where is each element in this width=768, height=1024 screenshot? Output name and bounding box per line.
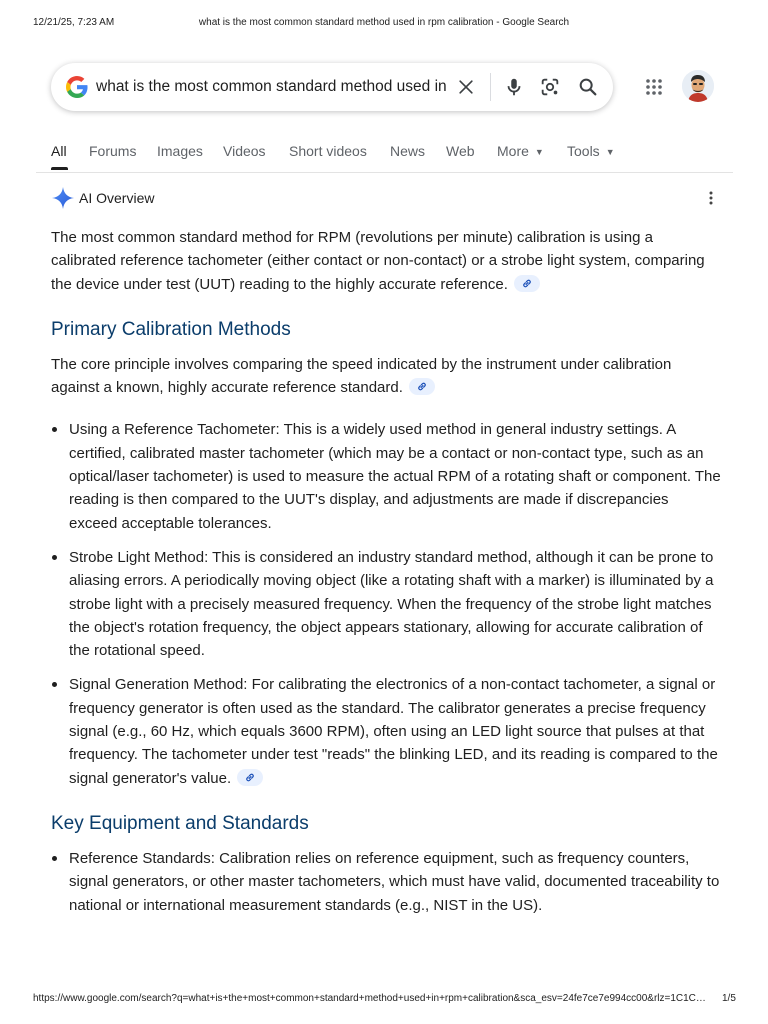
print-url: https://www.google.com/search?q=what+is+the+most+common+standard+method+used+in+rpm+calibration&sca_esv=24fe7ce7e994cc00&rlz=1C1C… [33,993,706,1004]
print-datetime: 12/21/25, 7:23 AM [33,17,115,28]
tabs-divider [36,172,733,173]
tab-tools-label: Tools [567,143,600,159]
intro-text: The most common standard method for RPM (revolutions per minute) calibration is using a calibrated reference tachometer (either contact or non-contact) or a strobe light system, comparing the device under test (UUT) reading to the highly accurate reference. [51,229,705,293]
avatar-image [682,70,714,102]
tab-tools[interactable] [567,143,615,159]
tab-more-label: More [497,143,529,159]
section-paragraph [51,353,721,400]
close-icon[interactable] [456,77,476,97]
list-item: Reference Standards: Calibration relies on reference equipment, such as frequency counters, signal generators, or other master tachometers, which must have valid, documented traceability to national or international measurement standards (e.g., NIST in the US). [51,847,721,917]
caret-down-icon: ▼ [534,147,544,157]
print-footer [0,993,768,1007]
more-vert-icon[interactable] [703,190,719,206]
list-item-text: Signal Generation Method: For calibrating the electronics of a non-contact tachometer, a signal or frequency generator is often used as the standard. The calibrator generates a precise frequency signal (e.g., 60 Hz, which equals 3600 RPM), often using an LED light source that pulses at that frequency. The tachometer under test "reads" the blinking LED, and its reading is compared to the signal generator's value. [69,676,718,787]
equipment-list [51,847,721,917]
apps-grid-icon[interactable] [644,77,664,97]
search-box[interactable] [51,63,613,111]
tab-forums[interactable]: Forums [89,143,137,159]
tab-more[interactable] [497,143,544,159]
link-icon [521,278,533,289]
section-heading: Key Equipment and Standards [51,812,309,834]
source-link-chip[interactable] [514,275,540,292]
section-heading: Primary Calibration Methods [51,318,291,340]
print-header [0,17,768,31]
search-input[interactable]: what is the most common standard method used in [96,78,447,95]
google-g-icon [66,76,88,98]
search-divider [490,73,491,101]
source-link-chip[interactable] [237,769,263,786]
print-page-number: 1/5 [722,993,736,1004]
methods-list [51,418,721,789]
list-item: Using a Reference Tachometer: This is a widely used method in general industry settings. A certified, calibrated master tachometer (which may be a contact or non-contact type, such as an optical/laser tachometer) is used to measure the actual RPM of a rotating shaft or component. The reading is then compared to the UUT's display, and adjustments are made if discrepancies exceed acceptable tolerances. [51,418,721,534]
ai-overview-intro [51,226,721,296]
tab-images[interactable]: Images [157,143,203,159]
section-paragraph-text: The core principle involves comparing the speed indicated by the instrument under calibration against a known, highly accurate reference standard. [51,355,672,397]
list-item [51,673,721,789]
tab-videos[interactable]: Videos [223,143,266,159]
tab-all[interactable]: All [51,143,67,159]
link-icon [416,381,428,392]
search-icon[interactable] [577,76,599,98]
list-item: Strobe Light Method: This is considered an industry standard method, although it can be prone to aliasing errors. A periodically moving object (like a rotating shaft with a marker) is illuminated by a strobe light with a precisely measured frequency. When the frequency of the strobe light matches the object's rotation frequency, the object appears stationary, allowing for accurate calibration of the rotational speed. [51,546,721,662]
link-icon [244,772,256,783]
mic-icon[interactable] [503,76,525,98]
caret-down-icon: ▼ [605,147,615,157]
active-tab-indicator [51,167,68,170]
lens-icon[interactable] [539,76,561,98]
avatar[interactable] [682,70,714,102]
search-tabs [0,140,768,173]
print-page-title: what is the most common standard method used in rpm calibration - Google Search [198,17,570,28]
tab-web[interactable]: Web [446,143,475,159]
tab-news[interactable]: News [390,143,426,159]
ai-overview-content [51,226,721,917]
ai-overview-header [51,186,721,210]
tab-short-videos[interactable]: Short videos [289,143,367,159]
sparkle-icon [51,186,75,210]
ai-overview-label: AI Overview [79,190,155,206]
source-link-chip[interactable] [409,378,435,395]
